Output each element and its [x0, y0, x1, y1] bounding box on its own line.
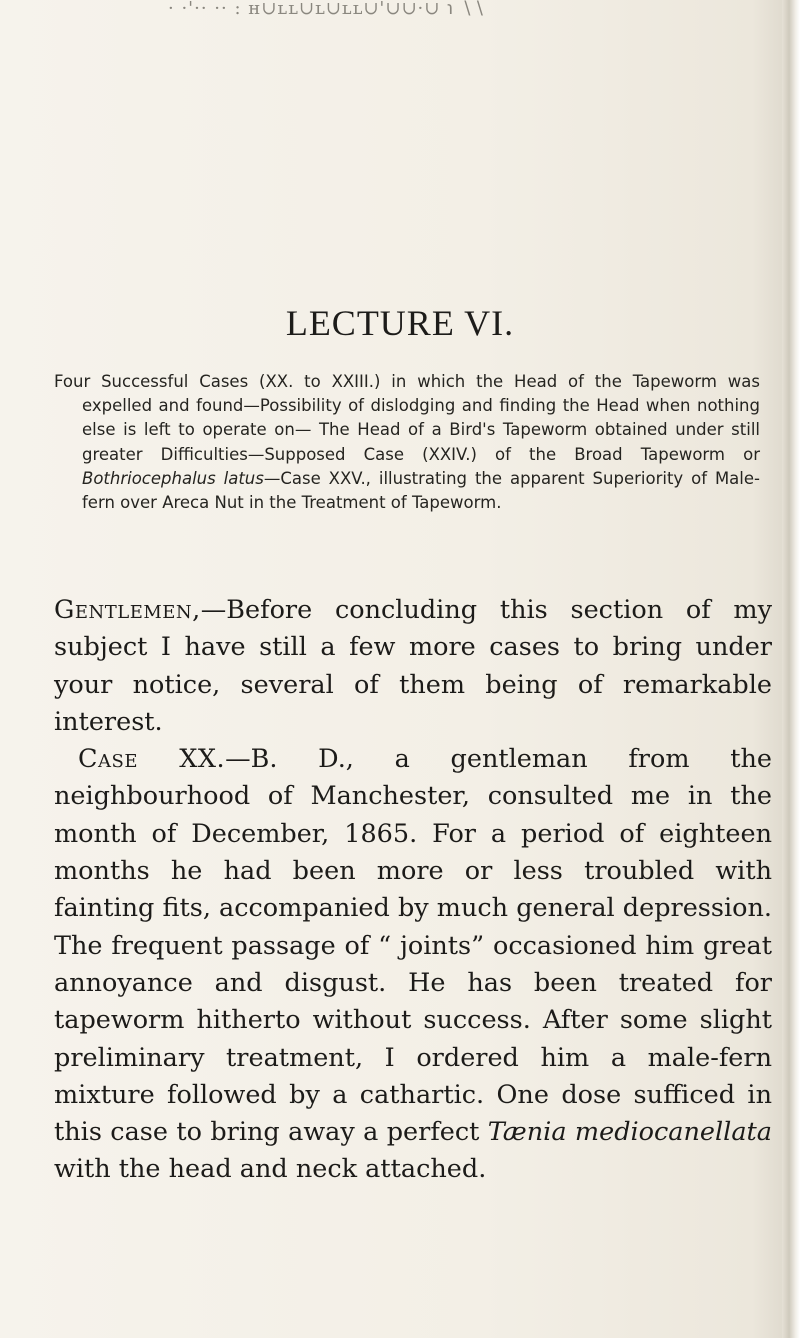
- body-text: [54, 592, 772, 1189]
- paragraph-case-xx: [54, 741, 772, 1189]
- species-name: Tænia mediocanellata: [487, 1117, 772, 1148]
- paragraph-introduction: [54, 592, 772, 741]
- case-label: Case XX.: [78, 744, 226, 775]
- summary-text-part1: Four Successful Cases (XX. to XXIII.) in which the Head of the Tapeworm was expelled and found—Possibility of dislodging and finding the Head when nothing else is left to operate on— The Head of a Bird's Tapeworm obtained under still greater Difficulties—Supposed Case (XXIV.) of the Broad Tapeworm or: [54, 372, 760, 464]
- case-xx-text-end: with the head and neck attached.: [54, 1154, 487, 1185]
- lecture-title: LECTURE VI.: [285, 303, 515, 343]
- lecture-summary: [54, 370, 760, 515]
- summary-italic-term: Bothriocephalus latus: [82, 468, 264, 488]
- summary-text-part2: —Case XXV., illustrating the apparent Superiority of Male-fern over Areca Nut in the Treatment of Tapeworm.: [82, 468, 760, 513]
- paragraph-introduction-text: —Before concluding this section of my subject I have still a few more cases to bring under your notice, several of them being of remarkable interest.: [54, 595, 772, 737]
- summary-paragraph: [54, 370, 760, 515]
- cropped-header-fragment: · ·'·· ·· : ʜ∪ʟʟ∪ʟ∪ʟʟ∪'∪∪·∪ ℩ ∖∖: [168, 0, 486, 19]
- case-xx-text: —B. D., a gentleman from the neighbourhood of Manchester, consulted me in the month of December, 1865. For a period of eighteen months he had been more or less troubled with fainting fits, accompanied by much general depression. The frequent passage of “ joints” occasioned him great annoyance and disgust. He has been treated for tapeworm hitherto without success. After some slight preliminary treatment, I ordered him a male-fern mixture followed by a cathartic. One dose sufficed in this case to bring away a perfect: [54, 744, 773, 1148]
- salutation: Gentlemen,: [54, 595, 201, 625]
- page-edge-shadow: [782, 0, 800, 1338]
